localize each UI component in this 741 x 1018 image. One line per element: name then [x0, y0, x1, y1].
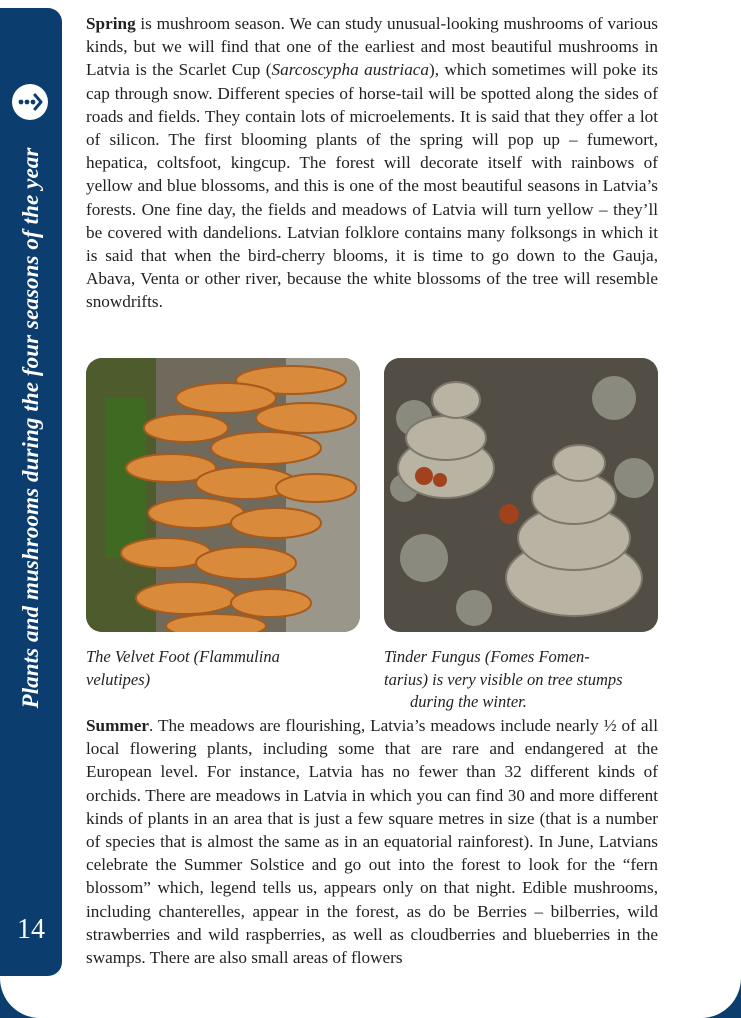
summer-text: . The meadows are flourishing, Latvia’s meadows include nearly ½ of all local flowering plants, including some that are rare and endangered at the European level. For instance, Latvia has no fewer than 32 different kinds of orchids. There are meadows in Latvia in which you can find 30 and more different kinds of plants in an area that is just a few square metres in size (that is a number of species that is almost the same as in an equatorial rainforest). In June, Latvians celebrate the Summer Solstice and go out into the forest to look for the “fern blossom” which, legend tells us, appears only on that night. Edible mushrooms, including chanterelles, appear in the forest, as do be Berries – bilberries, wild strawberries and wild raspberries, as well as cloudberries and blueberries in the swamps. There are also small areas of flowers [86, 716, 658, 968]
page-number: 14 [17, 914, 45, 945]
caption-line: velutipes) [86, 669, 151, 689]
caption-line: Tinder Fungus (Fomes Fomen- [384, 647, 590, 666]
sidebar-title: Plants and mushrooms during the four seasons of the year [18, 147, 43, 709]
spring-paragraph [86, 12, 658, 314]
spring-lead: Spring [86, 14, 136, 33]
tinder-fungus-photo [384, 358, 658, 632]
velvet-foot-caption [86, 646, 356, 691]
more-arrow-icon[interactable] [12, 84, 48, 120]
spring-latin-name: Sarcoscypha austriaca [271, 60, 430, 80]
more-arrow-icon-glyph [17, 92, 43, 112]
caption-line: tarius) is very visible on tree stumps [384, 669, 623, 689]
caption-line: during the winter. [410, 692, 527, 711]
sidebar [0, 8, 62, 976]
spring-text-1: is mushroom season. We can study unusual-looking mushrooms of various kinds, but we will find that one of the earliest and most beautiful mushrooms in Latvia is the Scarlet Cup ( [86, 14, 658, 80]
summer-paragraph [86, 714, 658, 969]
spring-text-2: ), which sometimes will poke its cap through snow. Different species of horse-tail will be spotted along the sides of roads and fields. They contain lots of microelements. It is said that they offer a lot of silicon. The first blooming plants of the spring will pop up – fumewort, hepatica, coltsfoot, kingcup. The forest will decorate itself with rainbows of yellow and blue blossoms, and this is one of the most beautiful seasons in Latvia’s forests. One fine day, the fields and meadows of Latvia will turn yellow – they’ll be covered with dandelions. Latvian folklore contains many folksongs in which it is said that when the bird-cherry blooms, it is time to go down to the Gauja, Abava, Venta or other river, because the white blossoms of the tree will resemble snowdrifts. [86, 60, 658, 312]
tinder-fungus-caption [384, 646, 654, 714]
velvet-foot-photo [86, 358, 360, 632]
caption-line: The Velvet Foot (Flammulina [86, 647, 280, 666]
summer-lead: Summer [86, 716, 150, 735]
